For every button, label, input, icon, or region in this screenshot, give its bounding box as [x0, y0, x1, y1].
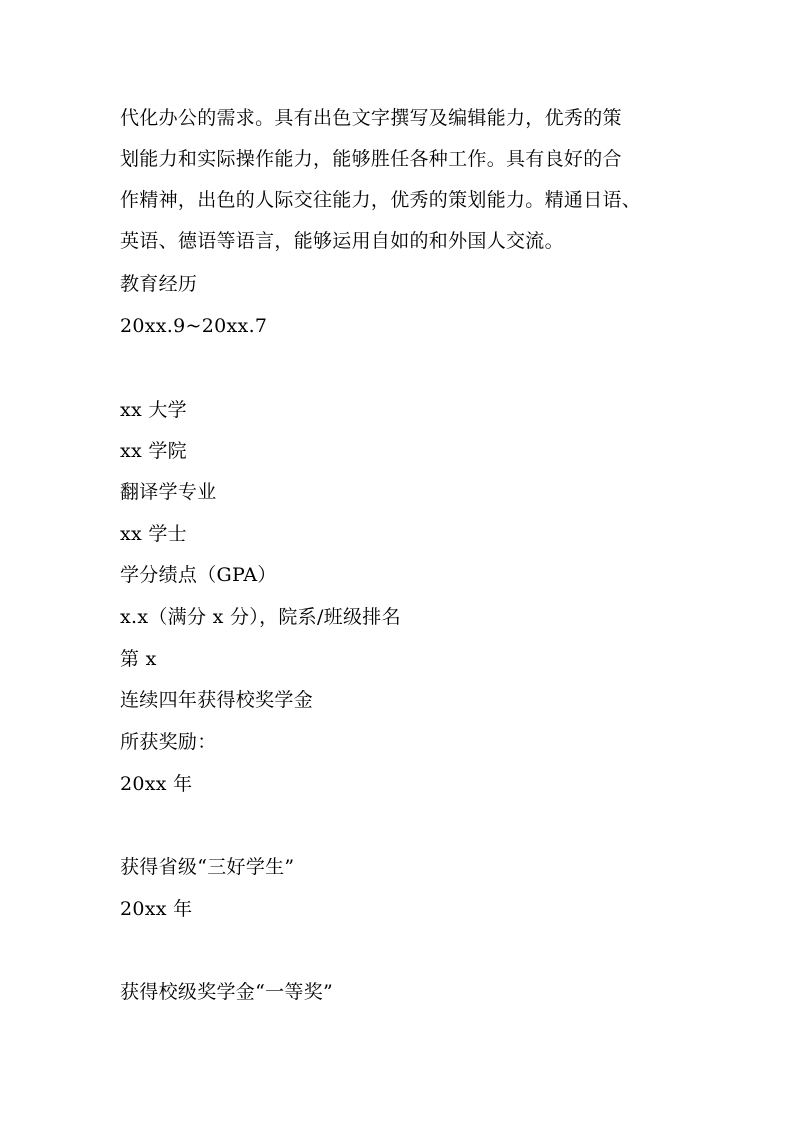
intro-line-4: 英语、德语等语言，能够运用自如的和外国人交流。 [120, 230, 564, 252]
intro-line-1: 代化办公的需求。具有出色文字撰写及编辑能力，优秀的策 [120, 107, 622, 129]
intro-line-2: 划能力和实际操作能力，能够胜任各种工作。具有良好的合 [120, 148, 622, 170]
education-gpa-value: x.x（满分 x 分），院系/班级排名 [120, 606, 401, 628]
awards-heading: 所获奖励： [120, 731, 217, 753]
education-period: 20xx.9~20xx.7 [120, 315, 268, 337]
education-scholarship: 连续四年获得校奖学金 [120, 689, 314, 711]
education-heading: 教育经历 [120, 273, 198, 295]
education-gpa-label: 学分绩点（GPA） [120, 564, 277, 586]
education-rank: 第 x [120, 648, 157, 670]
education-college: xx 学院 [120, 440, 187, 462]
award-title-2: 获得校级奖学金“一等奖” [120, 981, 334, 1003]
education-university: xx 大学 [120, 399, 187, 421]
education-major: 翻译学专业 [120, 481, 217, 503]
award-year-2: 20xx 年 [120, 898, 193, 920]
award-title-1: 获得省级“三好学生” [120, 856, 295, 878]
award-year-1: 20xx 年 [120, 773, 193, 795]
intro-line-3: 作精神，出色的人际交往能力，优秀的策划能力。精通日语、 [120, 189, 642, 211]
education-degree: xx 学士 [120, 523, 187, 545]
